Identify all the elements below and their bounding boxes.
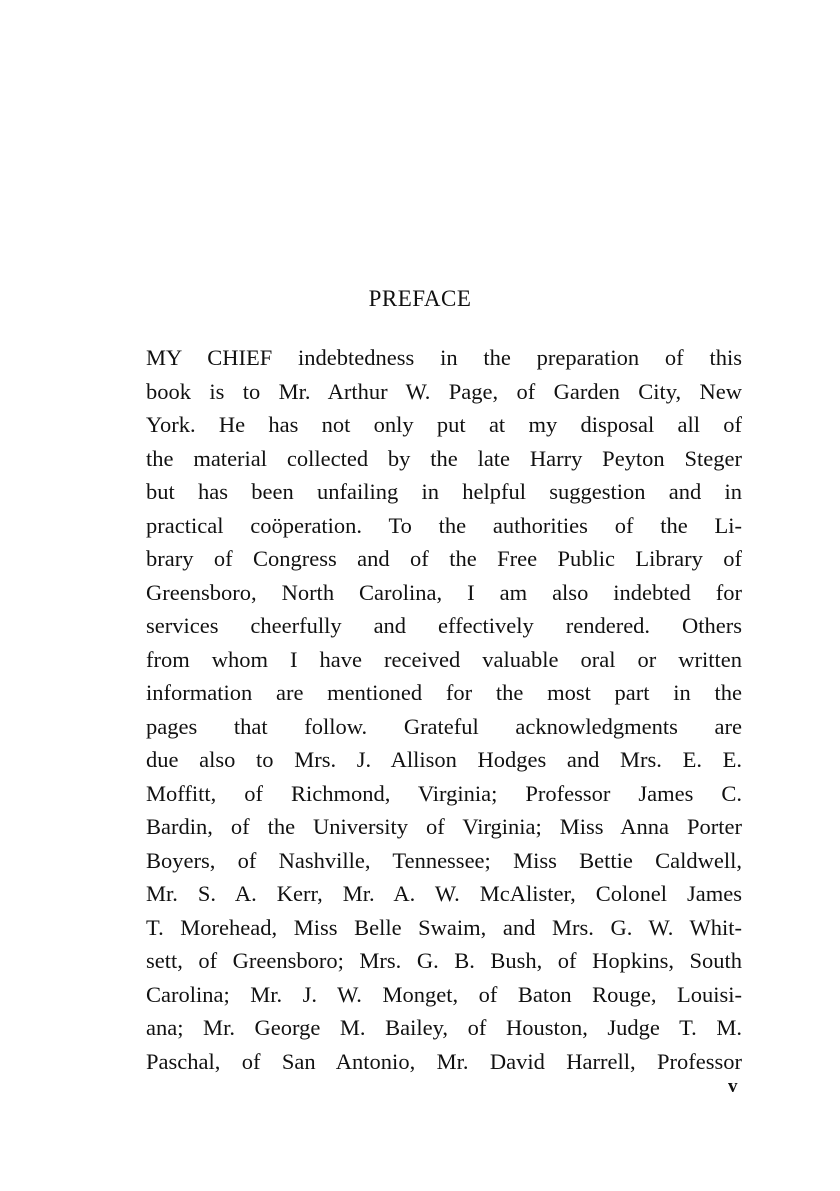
text-line: York. He has not only put at my disposal all of bbox=[146, 412, 742, 437]
text-line: but has been unfailing in helpful suggestion and in bbox=[146, 479, 742, 504]
text-line: Carolina; Mr. J. W. Monget, of Baton Rouge, Louisi- bbox=[146, 981, 742, 1007]
text-line: T. Morehead, Miss Belle Swaim, and Mrs. G. W. Whit- bbox=[146, 914, 742, 940]
text-line: due also to Mrs. J. Allison Hodges and Mrs. E. E. bbox=[146, 747, 742, 772]
text-line: Paschal, of San Antonio, Mr. David Harrell, Professor bbox=[146, 1048, 742, 1074]
text-line: sett, of Greensboro; Mrs. G. B. Bush, of Hopkins, South bbox=[146, 948, 742, 973]
text-line: the material collected by the late Harry Peyton Steger bbox=[146, 445, 742, 471]
text-line: information are mentioned for the most part in the bbox=[146, 680, 742, 705]
page-heading: PREFACE bbox=[368, 286, 472, 311]
text-line: Moffitt, of Richmond, Virginia; Professor James C. bbox=[146, 780, 742, 806]
text-line: brary of Congress and of the Free Public Library of bbox=[146, 546, 742, 571]
text-line: pages that follow. Grateful acknowledgments are bbox=[146, 713, 742, 739]
text-line: book is to Mr. Arthur W. Page, of Garden City, New bbox=[146, 378, 742, 404]
text-line: Bardin, of the University of Virginia; Miss Anna Porter bbox=[146, 814, 742, 839]
text-line: Mr. S. A. Kerr, Mr. A. W. McAlister, Colonel James bbox=[146, 881, 742, 906]
text-line: from whom I have received valuable oral or written bbox=[146, 646, 742, 672]
text-line: ana; Mr. George M. Bailey, of Houston, Judge T. M. bbox=[146, 1015, 742, 1040]
preface-body bbox=[146, 341, 742, 1078]
text-line: services cheerfully and effectively rendered. Others bbox=[146, 613, 742, 638]
text-line: MY CHIEF indebtedness in the preparation of this bbox=[146, 345, 742, 370]
page-number: v bbox=[728, 1076, 738, 1097]
text-line: Boyers, of Nashville, Tennessee; Miss Bettie Caldwell, bbox=[146, 847, 742, 873]
text-line: Greensboro, North Carolina, I am also indebted for bbox=[146, 579, 742, 605]
text-line: practical coöperation. To the authorities of the Li- bbox=[146, 512, 742, 538]
